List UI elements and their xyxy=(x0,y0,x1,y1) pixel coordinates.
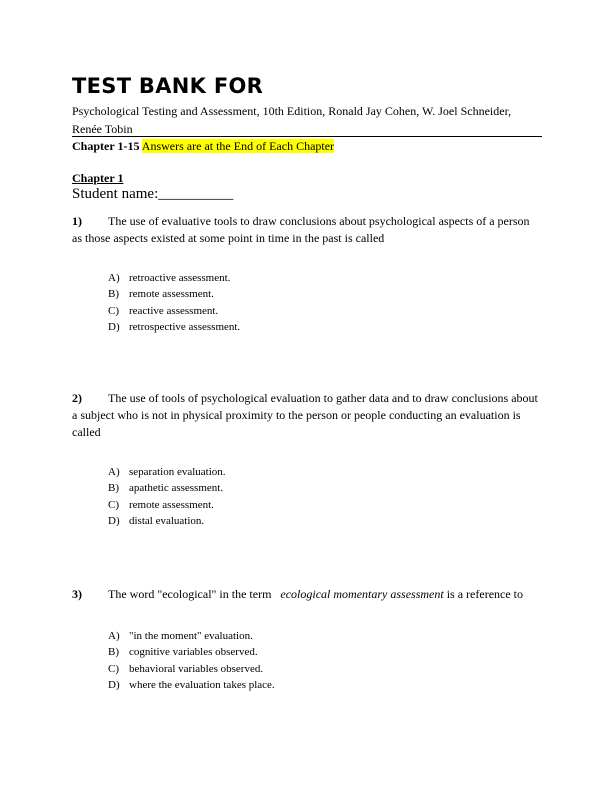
option-d: D) retrospective assessment. xyxy=(108,320,241,333)
option-c: C) reactive assessment. xyxy=(108,304,219,317)
question-text-italic: ecological momentary assessment xyxy=(280,587,444,601)
question-text-after: is a reference to xyxy=(446,587,524,601)
option-a: A) "in the moment" evaluation. xyxy=(108,630,253,642)
option-d: D) where the evaluation takes place. xyxy=(108,678,275,691)
question-2-options xyxy=(108,464,226,529)
question-number: 3) xyxy=(72,587,82,601)
chapter-heading: Chapter 1 xyxy=(72,171,124,185)
option-d: D) distal evaluation. xyxy=(108,514,205,527)
option-c: C) behavioral variables observed. xyxy=(108,662,264,675)
question-number: 2) xyxy=(72,391,82,405)
answers-note: Answers are at the End of Each Chapter xyxy=(141,139,335,153)
chapter-range-line xyxy=(72,139,334,153)
question-3-options xyxy=(108,628,275,693)
student-name-field: Student name:__________ xyxy=(72,186,234,202)
option-a: A) separation evaluation. xyxy=(108,466,226,478)
question-1 xyxy=(72,213,542,247)
document-title: TEST BANK FOR xyxy=(72,74,264,98)
option-a: A) retroactive assessment. xyxy=(108,272,231,284)
chapter-range: Chapter 1-15 xyxy=(72,139,140,153)
option-b: B) apathetic assessment. xyxy=(108,482,224,495)
header-divider xyxy=(72,136,542,137)
book-citation: Psychological Testing and Assessment, 10th Edition, Ronald Jay Cohen, W. Joel Schneider, Renée Tobin xyxy=(72,104,512,136)
question-text-before: The word "ecological" in the term xyxy=(108,587,272,601)
question-1-options xyxy=(108,270,240,335)
question-2 xyxy=(72,390,542,441)
question-text: The use of evaluative tools to draw conclusions about psychological aspects of a person as those aspects existed at some point in time in the past is called xyxy=(72,214,530,245)
question-3 xyxy=(72,586,542,603)
option-b: B) cognitive variables observed. xyxy=(108,646,258,659)
question-text: The use of tools of psychological evaluation to gather data and to draw conclusions about a subject who is not in physical proximity to the person or people conducting an evaluation is called xyxy=(72,391,538,439)
option-b: B) remote assessment. xyxy=(108,288,214,301)
option-c: C) remote assessment. xyxy=(108,498,214,511)
question-number: 1) xyxy=(72,214,82,228)
